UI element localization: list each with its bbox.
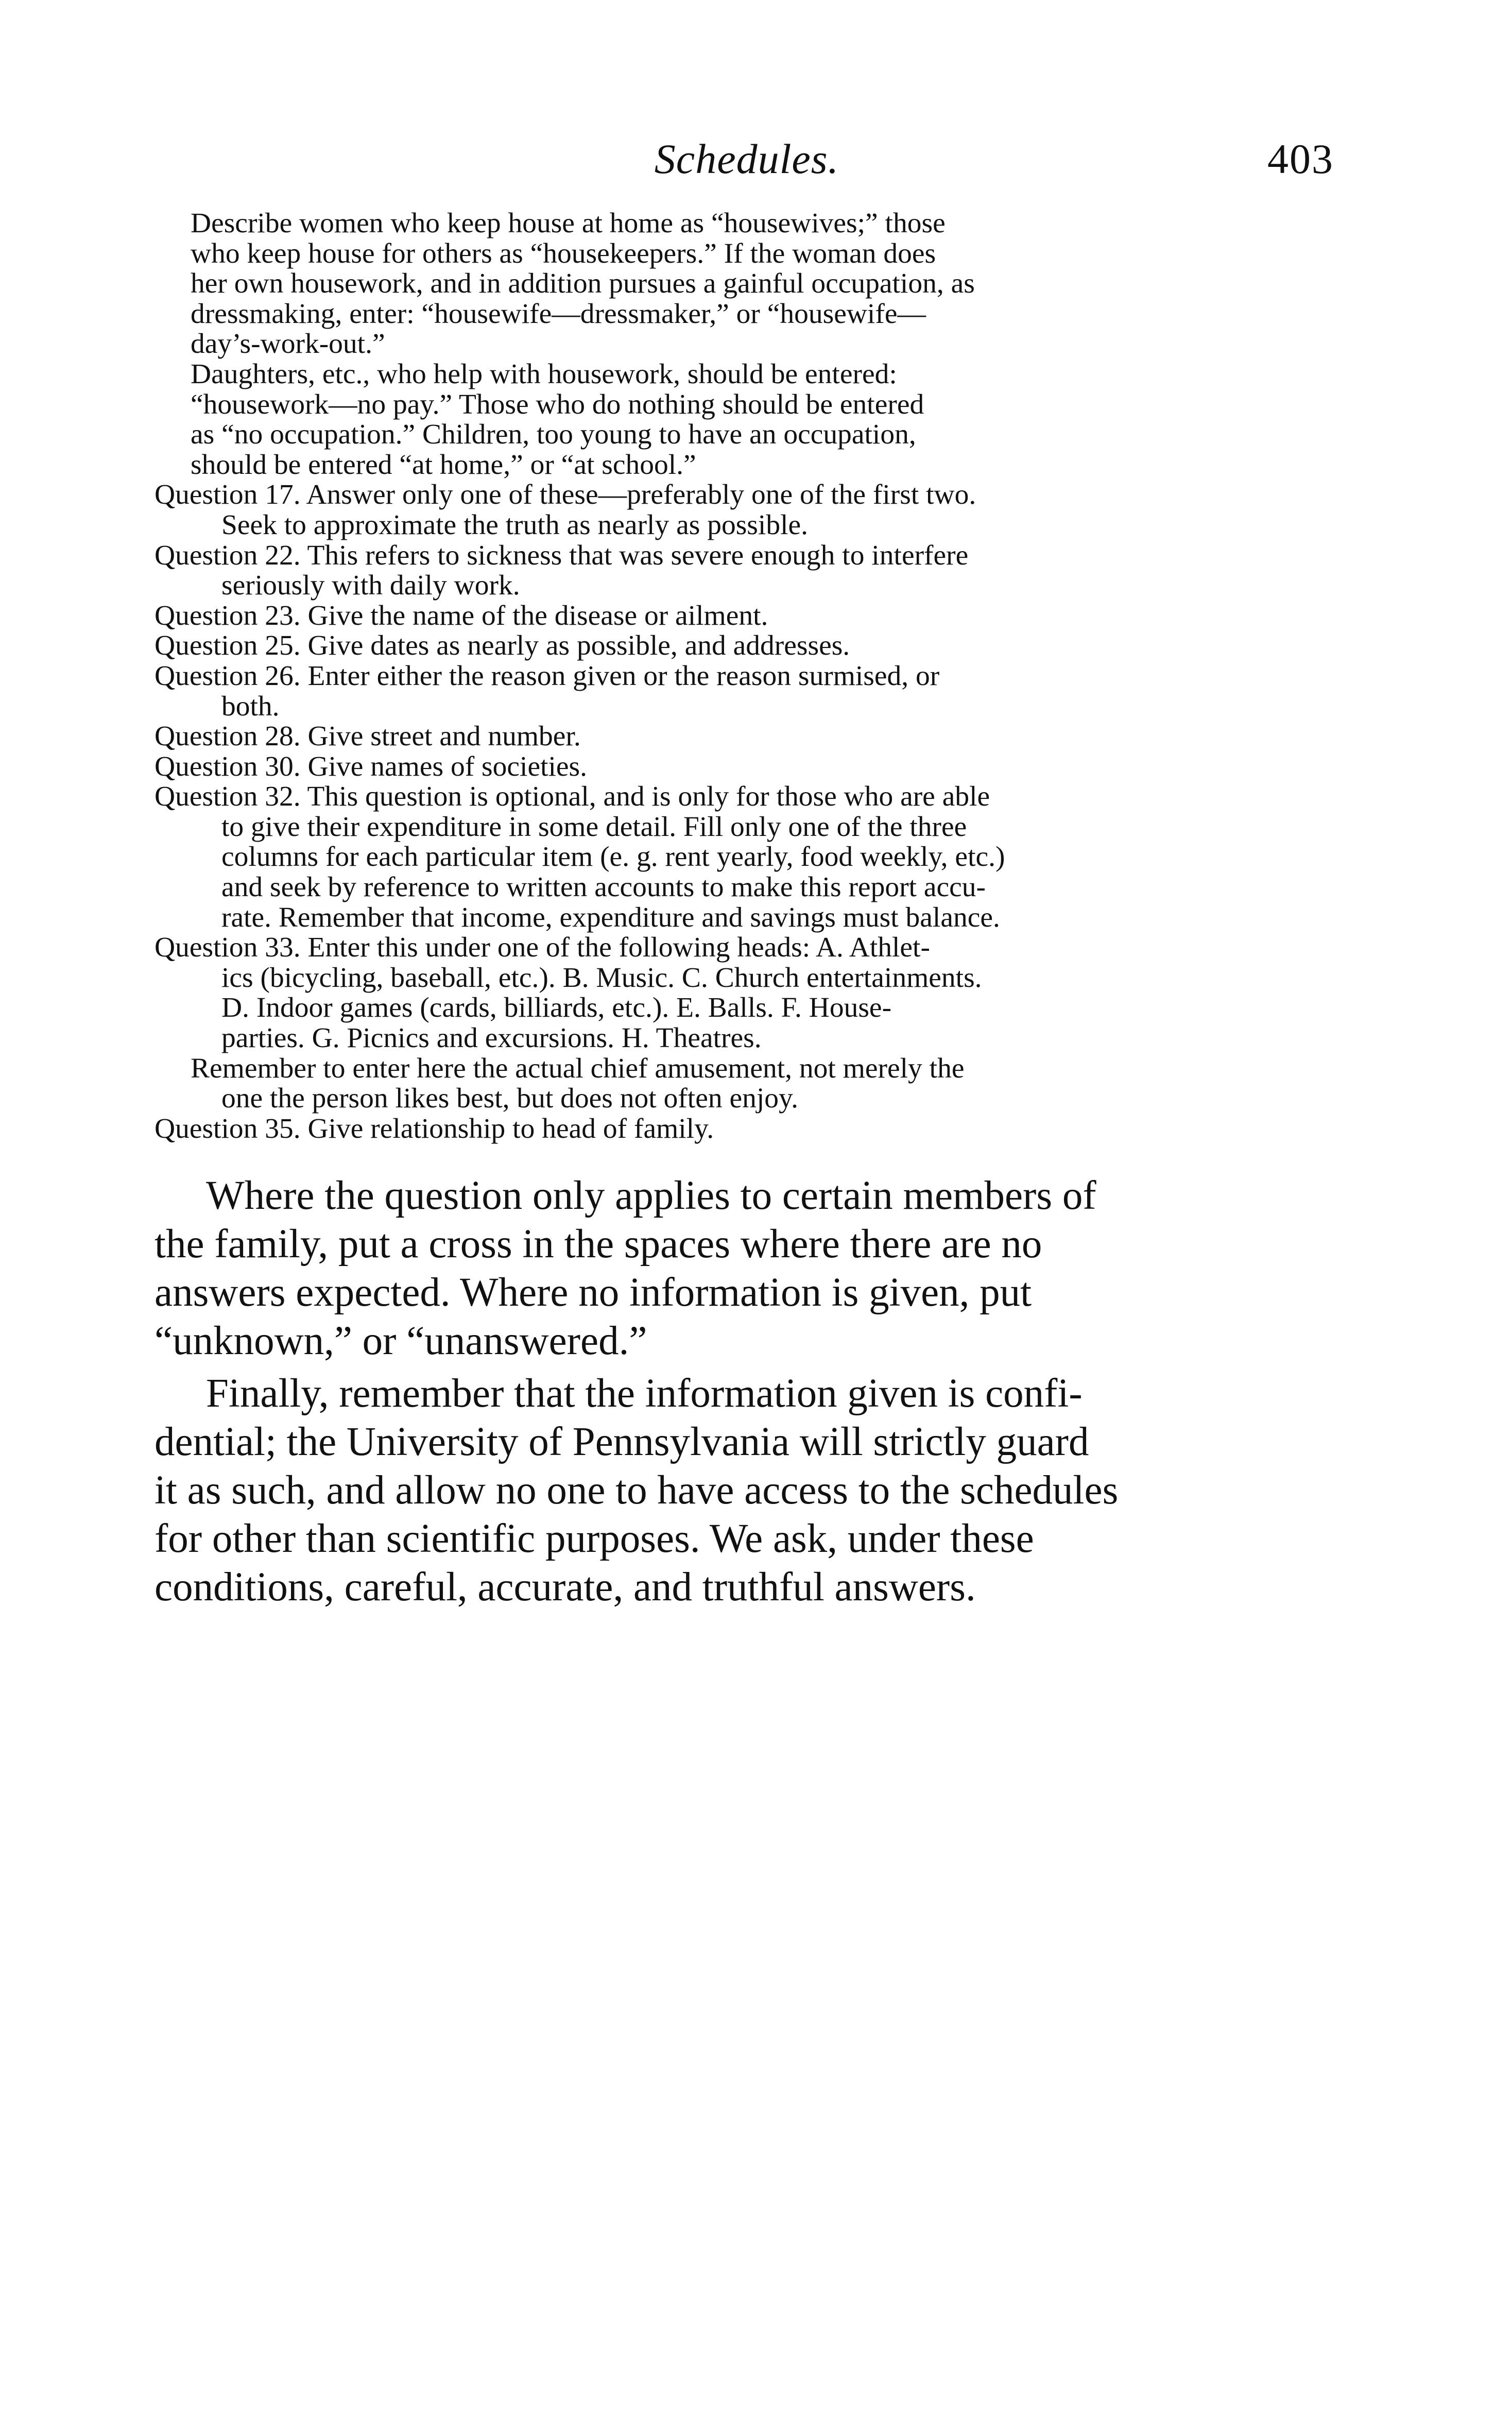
note-line: to give their expenditure in some detail. Fill only one of the three <box>221 811 967 843</box>
paragraph-line: “unknown,” or “unanswered.” <box>154 1319 647 1363</box>
note-line: dressmaking, enter: “housewife—dressmaker,” or “housewife— <box>191 298 926 330</box>
note-line: and seek by reference to written accounts to make this report accu- <box>221 871 986 903</box>
note-question-17 <box>154 480 1334 540</box>
note-line: Question 23. Give the name of the disease or ailment. <box>154 600 768 631</box>
note-line: columns for each particular item (e. g. rent yearly, food weekly, etc.) <box>221 841 1005 873</box>
closing-text <box>154 1172 1334 1612</box>
note-remember <box>154 1054 1334 1114</box>
note-question-32 <box>154 782 1334 933</box>
note-question-35 <box>154 1114 1334 1144</box>
paragraph-line: for other than scientific purposes. We ask, under these <box>154 1516 1034 1561</box>
note-line: day’s-work-out.” <box>191 328 385 360</box>
note-line: ics (bicycling, baseball, etc.). B. Music. C. Church entertainments. <box>221 962 982 994</box>
note-question-33 <box>154 933 1334 1053</box>
note-line: Daughters, etc., who help with housework, should be entered: <box>191 358 897 390</box>
note-line: one the person likes best, but does not often enjoy. <box>221 1083 799 1115</box>
note-line: Question 25. Give dates as nearly as possible, and addresses. <box>154 630 850 662</box>
note-line: as “no occupation.” Children, too young to have an occupation, <box>191 419 916 451</box>
note-line: Question 22. This refers to sickness that was severe enough to interfere <box>154 539 969 571</box>
paragraph-cross-note <box>154 1172 1334 1365</box>
note-question-26 <box>154 661 1334 722</box>
note-housewives <box>154 209 1334 360</box>
note-line: Seek to approximate the truth as nearly as possible. <box>221 509 808 541</box>
note-question-23 <box>154 601 1334 631</box>
note-line: parties. G. Picnics and excursions. H. Theatres. <box>221 1022 762 1054</box>
note-line: Question 33. Enter this under one of the following heads: A. Athlet- <box>154 932 930 964</box>
note-line: both. <box>221 690 280 722</box>
note-line: rate. Remember that income, expenditure and savings must balance. <box>221 901 1000 933</box>
schedule-instructions <box>154 209 1334 1144</box>
note-daughters <box>154 360 1334 480</box>
paragraph-line: conditions, careful, accurate, and truthful answers. <box>154 1565 976 1610</box>
note-line: D. Indoor games (cards, billiards, etc.). E. Balls. F. House- <box>221 992 892 1024</box>
paragraph-line: Where the question only applies to certain members of <box>206 1173 1096 1218</box>
paragraph-line: answers expected. Where no information is given, put <box>154 1270 1032 1315</box>
note-line: Question 17. Answer only one of these—preferably one of the first two. <box>154 479 976 511</box>
note-line: Question 35. Give relationship to head of family. <box>154 1113 714 1144</box>
paragraph-line: Finally, remember that the information given is confi- <box>206 1371 1083 1416</box>
paragraph-line: it as such, and allow no one to have access to the schedules <box>154 1468 1119 1513</box>
note-line: who keep house for others as “housekeepers.” If the woman does <box>191 237 936 269</box>
note-question-22 <box>154 541 1334 601</box>
note-line: Question 28. Give street and number. <box>154 721 581 753</box>
paragraph-line: the family, put a cross in the spaces where there are no <box>154 1222 1042 1267</box>
note-line: Question 32. This question is optional, and is only for those who are able <box>154 781 990 813</box>
note-line: her own housework, and in addition pursues a gainful occupation, as <box>191 268 975 300</box>
note-question-25 <box>154 631 1334 661</box>
note-line: Remember to enter here the actual chief amusement, not merely the <box>191 1052 965 1084</box>
paragraph-confidential <box>154 1370 1334 1612</box>
note-line: Describe women who keep house at home as “housewives;” those <box>191 208 946 239</box>
note-question-28 <box>154 722 1334 752</box>
note-line: Question 26. Enter either the reason given or the reason surmised, or <box>154 660 940 692</box>
note-line: seriously with daily work. <box>221 570 520 602</box>
running-title: Schedules. <box>654 135 839 182</box>
page-number: 403 <box>1267 135 1334 182</box>
note-line: should be entered “at home,” or “at school.” <box>191 449 696 481</box>
paragraph-line: dential; the University of Pennsylvania will strictly guard <box>154 1420 1089 1464</box>
note-question-30 <box>154 752 1334 782</box>
note-line: “housework—no pay.” Those who do nothing should be entered <box>191 388 924 420</box>
note-line: Question 30. Give names of societies. <box>154 750 588 782</box>
